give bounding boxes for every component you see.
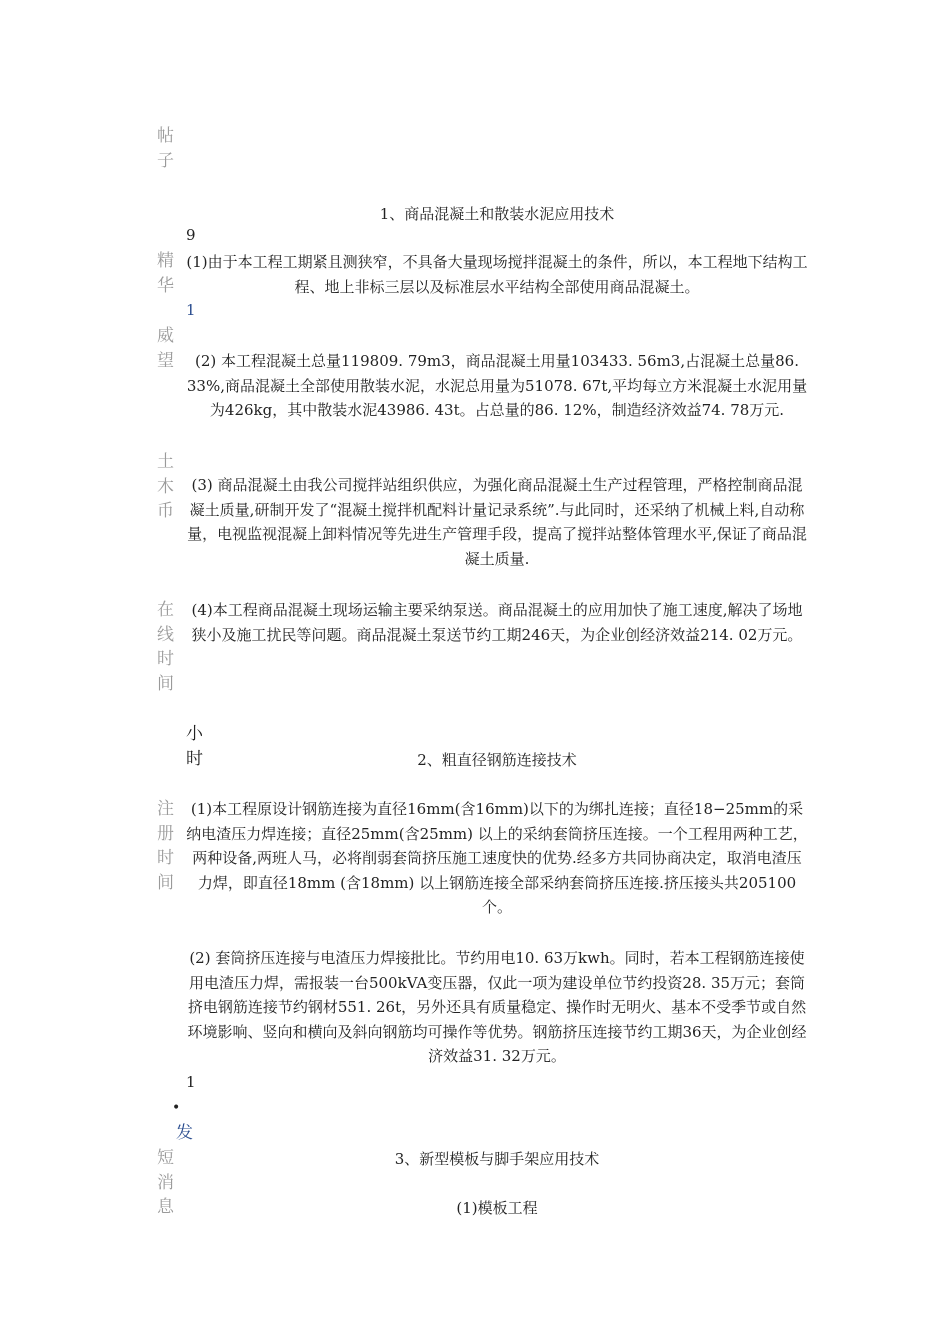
sidebar-prestige-label: 威 望 bbox=[157, 326, 174, 371]
sidebar-digest-label: 精 华 bbox=[157, 251, 174, 296]
sidebar-coins-label: 土 木 币 bbox=[157, 452, 174, 521]
sidebar-posts-label: 帖 子 bbox=[157, 126, 174, 171]
sidebar-online-label: 在 线 时 间 bbox=[157, 600, 174, 694]
section-1-heading: 1、商品混凝土和散装水泥应用技术 bbox=[379, 205, 615, 223]
sidebar-digest-count-link[interactable]: 1 bbox=[186, 301, 196, 319]
section-1-paragraph-3: (3) 商品混凝土由我公司搅拌站组织供应，为强化商品混凝土生产过程管理，严格控制商品混凝土质量,研制开发了“混凝土搅拌机配料计量记录系统”.与此同时，还采纳了机械上料,自动称量，电视监视混凝上卸料情况等先进生产管理手段，提高了搅拌站整体管理水平,保证了商品混凝土质量. bbox=[187, 476, 807, 568]
send-message-label: 短 消 息 bbox=[157, 1148, 174, 1217]
section-3-heading: 3、新型模板与脚手架应用技术 bbox=[394, 1150, 600, 1168]
section-2-heading: 2、粗直径钢筋连接技术 bbox=[417, 751, 577, 769]
section-1-paragraph-1: (1)由于本工程工期紧且测狭窄，不具备大量现场搅拌混凝土的条件，所以，本工程地下结构工程、地上非标三层以及标准层水平结构全部使用商品混凝土。 bbox=[186, 253, 808, 296]
section-3-paragraph-1: (1)模板工程 bbox=[456, 1199, 538, 1217]
sidebar-hours-label: 小 时 bbox=[186, 724, 203, 769]
sidebar-bottom-count: 1 bbox=[186, 1073, 196, 1091]
section-2-paragraph-2: (2) 套筒挤压连接与电渣压力焊接批比。节约用电10. 63万kwh。同时，若本工程钢筋连接使用电渣压力焊，需报装一台500kVA变压器，仅此一项为建设单位节约投资28. 35万元；套筒挤电钢筋连接节约钢材551. 26t，另外还具有质量稳定、操作时无明火、基本不受季节或自然环境影响、竖向和横向及斜向钢筋均可操作等优势。钢筋挤压连接节约工期36天，为企业创经济效益31. 32万元。 bbox=[187, 949, 807, 1065]
sidebar-posts-count: 9 bbox=[186, 226, 196, 244]
send-message-link[interactable]: 发 bbox=[176, 1123, 193, 1143]
section-1-paragraph-4: (4)本工程商品混凝土现场运输主要采纳泵送。商品混凝土的应用加快了施工速度,解决了场地狭小及施工扰民等问题。商品混凝土泵送节约工期246天，为企业创经济效益214. 02万元。 bbox=[191, 601, 803, 644]
section-2-paragraph-1: (1)本工程原设计钢筋连接为直径16mm(含16mm)以下的为绑扎连接；直径18−25mm的采纳电渣压力焊连接；直径25mm(含25mm) 以上的采纳套筒挤压连接。一个工程用两种工艺，两种设备,两班人马，必将削弱套筒挤压施工速度快的优势.经多方共同协商决定，取消电渣压力焊，即直径18mm (含18mm) 以上钢筋连接全部采纳套筒挤压连接.挤压接头共205100个。 bbox=[186, 800, 808, 916]
sidebar-register-label: 注 册 时 间 bbox=[157, 799, 174, 893]
sidebar-bullet: • bbox=[172, 1100, 181, 1116]
section-1-paragraph-2: (2) 本工程混凝土总量119809. 79m3，商品混凝土用量103433. 56m3,占混凝土总量86. 33%,商品混凝土全部使用散装水泥，水泥总用量为51078. 67t,平均每立方米混凝土水泥用量为426kg，其中散装水泥43986. 43t。占总量的86. 12%，制造经济效益74. 78万元. bbox=[186, 352, 808, 419]
